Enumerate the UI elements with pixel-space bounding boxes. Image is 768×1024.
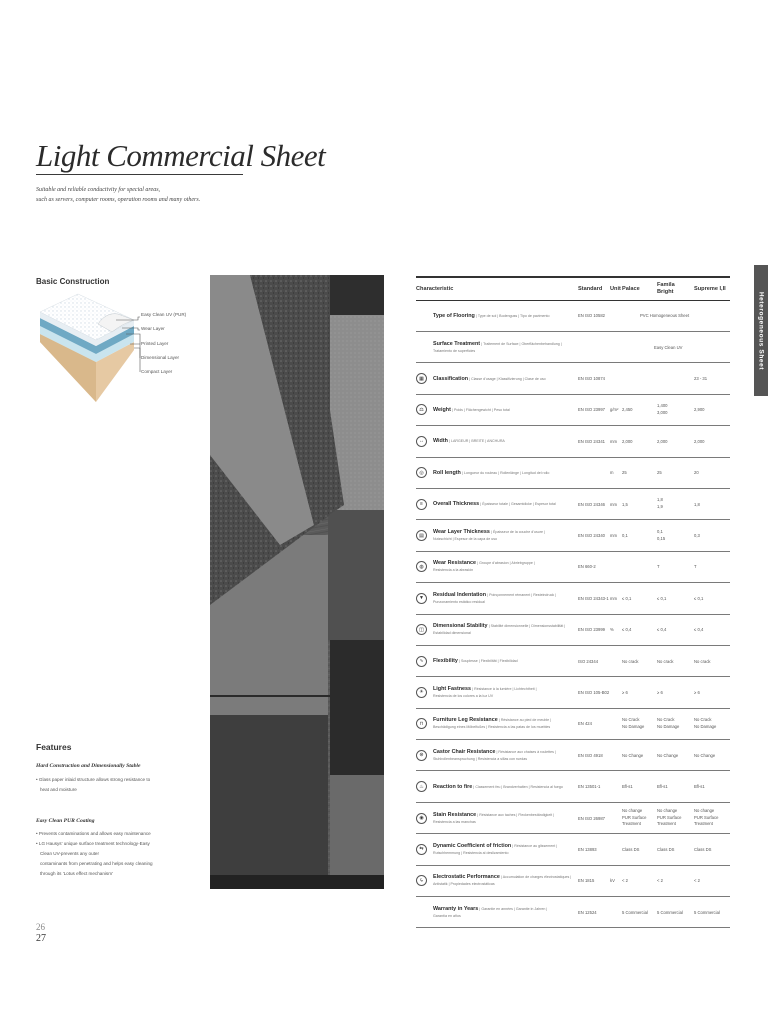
cell-famila: Class DS (657, 846, 675, 852)
characteristic-name: Reaction to fire (433, 783, 473, 790)
table-row (416, 834, 730, 865)
section-side-tab[interactable] (754, 265, 768, 396)
cell-supreme: No crack (694, 658, 711, 664)
characteristic-name: Castor Chair Resistance (433, 748, 496, 755)
characteristic-translation: | Traitement de Surface | Oberflächenbehandlung | (481, 341, 562, 346)
cell-palace: < 2 (622, 878, 628, 884)
table-row (416, 552, 730, 583)
cell-unit: % (610, 627, 614, 633)
stability-icon: ◫ (416, 624, 427, 635)
cell-standard (578, 332, 610, 362)
cell-characteristic (416, 897, 574, 927)
table-row (416, 395, 730, 426)
cell-famila (657, 803, 694, 833)
layer-label-dimensional: Dimensional Layer (141, 355, 180, 360)
cell-characteristic (416, 740, 574, 770)
cell-famila-line: 0,15 (657, 535, 666, 541)
characteristic-translation-2: Nutzschicht | Espesor de la capa de uso (433, 537, 498, 542)
page-number-left: 26 (36, 922, 45, 932)
header-bright: Bright (657, 288, 674, 295)
cell-supreme: 2,900 (694, 407, 705, 413)
table-row (416, 489, 730, 520)
characteristic-name: Type of Flooring (433, 312, 475, 319)
cell-characteristic (416, 395, 574, 425)
cell-famila: No Change (657, 752, 679, 758)
cell-famila: < 2 (657, 878, 663, 884)
cell-famila-line: No Crack (657, 717, 675, 723)
characteristic-name: Overall Thickness (433, 501, 480, 508)
cell-palace (622, 709, 656, 739)
cell-supreme: ≥ 6 (694, 689, 700, 695)
cell-famila-line: 1,8 (657, 497, 663, 503)
cell-supreme: ≤ 0,1 (694, 595, 704, 601)
spec-table-header (416, 278, 730, 301)
characteristic-name: Residual Indentation (433, 591, 487, 598)
characteristic-translation: | Poinçonnement rémanent | Resteindruck | (487, 592, 557, 597)
cell-famila: 2,000 (657, 438, 668, 444)
characteristic-translation: | Épaisseur de la couche d'usure | (491, 530, 545, 535)
cell-palace: Bfl-s1 (622, 784, 633, 790)
cell-palace (622, 552, 656, 582)
indentation-icon: ▼ (416, 593, 427, 604)
characteristic-translation-2: Resistencia de los colores a la luz UV (433, 693, 494, 698)
cell-supreme: No Change (694, 752, 716, 758)
cell-famila: 25 (657, 470, 662, 476)
table-row (416, 866, 730, 897)
cell-supreme (694, 803, 730, 833)
cell-famila (657, 363, 694, 393)
characteristic-translation: | Résistance à la lumière | Lichtechtheit | (472, 686, 537, 691)
characteristic-translation: | Poids | Flächengewicht | Peso total (452, 407, 510, 412)
characteristic-translation-2: Estabilidad dimensional (433, 631, 471, 636)
cell-famila-line: 3,000 (657, 409, 668, 415)
characteristic-translation: | Accumulation de charges électrostatiques | (500, 875, 572, 880)
cell-supreme: Class DS (694, 846, 712, 852)
cell-unit: mm (610, 595, 617, 601)
header-famila: Famila (657, 281, 675, 288)
characteristic-translation: | Type de sol | Bodenguss | Tipo de pavimento (476, 313, 550, 318)
cell-characteristic (416, 520, 574, 550)
cell-characteristic (416, 646, 574, 676)
cell-palace-line: No change (622, 807, 643, 813)
characteristic-translation: | Classement feu | Brandverhalten | Resistencia al fuego (473, 784, 563, 789)
furniture-leg-icon: ⊓ (416, 718, 427, 729)
row-icon-spacer (416, 342, 427, 353)
table-row (416, 771, 730, 802)
layer-labels (141, 312, 196, 377)
cell-supreme-line: No Damage (694, 723, 717, 729)
roll-length-icon: ◎ (416, 467, 427, 478)
characteristic-translation-2: Garantía en años (433, 913, 461, 918)
header-palace: Palace (622, 285, 640, 292)
cell-standard: EN 1815 (578, 878, 595, 884)
cell-merged-value: PVC Homogeneous Sheet (640, 313, 690, 319)
cell-supreme: < 2 (694, 878, 700, 884)
cell-palace: No Change (622, 752, 644, 758)
wear-resistance-icon: ◍ (416, 561, 427, 572)
cell-palace: 5 Commercial (622, 909, 648, 915)
feature-text-easy-clean (36, 829, 196, 879)
feature-line: • Glass paper inlaid structure allows strong resistance to (36, 777, 151, 782)
cell-palace-line: No Damage (622, 723, 645, 729)
cell-famila (657, 520, 694, 550)
width-icon: ↔ (416, 436, 427, 447)
row-icon-spacer (416, 907, 427, 918)
row-icon-spacer (416, 310, 427, 321)
feature-line: • Prevents contaminations and allows easy maintenance (36, 831, 151, 836)
subtitle (36, 185, 226, 205)
castor-chair-icon: ⊛ (416, 750, 427, 761)
cell-unit: mm (610, 438, 617, 444)
cell-characteristic (416, 803, 574, 833)
cell-famila-line: No Damage (657, 723, 680, 729)
characteristic-translation-2: Resistencia a la abrasión (433, 568, 474, 573)
cell-characteristic (416, 583, 574, 613)
weight-icon: ⚖ (416, 404, 427, 415)
table-row (416, 583, 730, 614)
cell-characteristic (416, 426, 574, 456)
basic-construction-heading: Basic Construction (36, 277, 110, 286)
cell-palace: ≤ 0,4 (622, 627, 632, 633)
cell-standard: EN ISO 23997 (578, 407, 606, 413)
cell-famila-line: 0,1 (657, 528, 663, 534)
table-row (416, 646, 730, 677)
cell-supreme: 2,000 (694, 438, 705, 444)
cell-unit (610, 552, 622, 582)
subtitle-line-1: Suitable and reliable conductivity for special areas, (36, 187, 161, 193)
friction-icon: ⇆ (416, 844, 427, 855)
layer-label-printed: Printed Layer (141, 341, 169, 346)
cell-unit (610, 363, 622, 393)
cell-standard: EN 13893 (578, 846, 597, 852)
table-row (416, 740, 730, 771)
cell-famila (657, 395, 694, 425)
cell-characteristic (416, 363, 574, 393)
cell-unit: mm (610, 501, 617, 507)
cell-standard: EN ISO 4918 (578, 752, 603, 758)
characteristic-name: Electrostatic Performance (433, 874, 500, 881)
cell-supreme: 5 Commercial (694, 909, 720, 915)
characteristic-translation-2: Antistatik | Propiedades electrostáticas (433, 882, 495, 887)
cell-palace-line: No Crack (622, 717, 640, 723)
characteristic-translation-2: Beschädigung eines Möbelfußes | Resistencia a las patas de los muebles (433, 725, 551, 730)
cell-famila (657, 709, 694, 739)
cell-characteristic (416, 771, 574, 801)
cell-supreme: 20 (694, 470, 699, 476)
cell-characteristic (416, 552, 574, 582)
cell-famila: Bfl-s1 (657, 784, 668, 790)
characteristic-name: Flexibility (433, 658, 458, 665)
cell-palace: 1,5 (622, 501, 628, 507)
cell-standard: EN 12524 (578, 909, 597, 915)
characteristic-name: Weight (433, 406, 451, 413)
cell-unit (610, 677, 622, 707)
cell-standard: EN ISO 23999 (578, 627, 606, 633)
cell-supreme-line: No change (694, 807, 715, 813)
cell-palace: Class DS (622, 846, 640, 852)
cell-palace: ≥ 6 (622, 689, 628, 695)
table-row (416, 458, 730, 489)
title-underline (36, 174, 243, 175)
layer-label-wear: Wear Layer (141, 326, 165, 331)
cell-famila: ≥ 6 (657, 689, 663, 695)
cell-standard: EN ISO 24340 (578, 533, 606, 539)
cell-characteristic (416, 834, 574, 864)
cell-supreme: T (694, 564, 697, 570)
cell-unit (610, 646, 622, 676)
cell-characteristic (416, 709, 574, 739)
electrostatic-icon: ϟ (416, 875, 427, 886)
cell-palace: No crack (622, 658, 639, 664)
characteristic-name: Warranty in Years (433, 905, 479, 912)
wear-layer-icon: ▤ (416, 530, 427, 541)
cell-famila: T (657, 564, 660, 570)
cell-palace: 0,1 (622, 533, 628, 539)
cell-unit (610, 897, 622, 927)
feature-line: Clean UV-prevents any outer (40, 851, 99, 856)
characteristic-translation-2: Stuhlrollenbeanspruchung | Resistencia a sillas con ruedas (433, 756, 528, 761)
characteristic-name: Dynamic Coefficient of friction (433, 842, 512, 849)
cell-supreme (694, 709, 730, 739)
page-number-right: 27 (36, 933, 46, 944)
table-row (416, 426, 730, 457)
table-row (416, 709, 730, 740)
cell-palace: 25 (622, 470, 627, 476)
cell-unit (610, 301, 622, 331)
feature-line: • LG Hausys' unique surface treatment technology-Easy (36, 841, 150, 846)
light-fastness-icon: ☀ (416, 687, 427, 698)
table-row (416, 363, 730, 394)
cell-supreme: 23 - 31 (694, 376, 708, 382)
cell-famila-line: 1,9 (657, 504, 663, 510)
table-row (416, 301, 730, 332)
cell-standard: EN ISO 24343-1 (578, 595, 609, 601)
table-row (416, 803, 730, 834)
cell-standard: EN ISO 105-B02 (578, 689, 610, 695)
characteristic-name: Dimensional Stability (433, 623, 488, 630)
cell-standard: EN ISO 26987 (578, 815, 606, 821)
section-side-tab-label: Heterogeneous Sheet (757, 291, 765, 370)
cell-unit: g/m² (610, 407, 619, 413)
cell-unit: kV (610, 878, 615, 884)
cell-famila: ≤ 0,1 (657, 595, 667, 601)
cell-palace: 2,000 (622, 438, 633, 444)
characteristic-translation: | Stabilité dimensionnelle | Dimensionsstabilität | (488, 624, 566, 629)
characteristic-name: Width (433, 438, 448, 445)
cell-famila-line: PUR Surface Treatment (657, 814, 682, 827)
cell-palace: 2,450 (622, 407, 633, 413)
characteristic-name: Wear Resistance (433, 560, 477, 567)
fire-icon: ♨ (416, 781, 427, 792)
cell-unit (610, 740, 622, 770)
header-characteristic: Characteristic (416, 285, 454, 292)
cell-characteristic (416, 677, 574, 707)
cell-unit (610, 771, 622, 801)
cell-palace-line: PUR Surface Treatment (622, 814, 647, 827)
characteristic-name: Roll length (433, 469, 461, 476)
cell-standard: EN ISO 10582 (578, 313, 606, 319)
characteristic-translation: | Groupe d'abrasion | Abriebgruppe | (477, 561, 535, 566)
cell-unit (610, 834, 622, 864)
stain-icon: ◉ (416, 813, 427, 824)
layer-label-easy-clean: Easy Clean UV (PUR) (141, 312, 187, 317)
characteristic-name: Furniture Leg Resistance (433, 717, 498, 724)
cell-famila-line: No change (657, 807, 678, 813)
cell-characteristic (416, 866, 574, 896)
spec-table (416, 276, 730, 928)
cell-characteristic (416, 301, 574, 331)
characteristic-translation: | Résistance aux chaises à roulettes | (496, 749, 556, 754)
cell-supreme-line: PUR Surface Treatment (694, 814, 719, 827)
cell-standard: EN 13501-1 (578, 784, 601, 790)
cell-supreme-line: No Crack (694, 717, 712, 723)
cell-palace: ≤ 0,1 (622, 595, 632, 601)
characteristic-translation-2: Resistencia a las manchas (433, 819, 476, 824)
cell-standard (578, 458, 610, 488)
table-row (416, 615, 730, 646)
header-supreme: Supreme I,II (694, 285, 726, 292)
cell-standard: EN 660-2 (578, 564, 596, 570)
cell-characteristic (416, 332, 574, 362)
table-row (416, 897, 730, 928)
features-heading: Features (36, 742, 72, 752)
characteristic-translation-2: Tratamiento de superficies (433, 348, 476, 353)
cell-characteristic (416, 458, 574, 488)
cell-palace (622, 363, 656, 393)
feature-title-easy-clean: Easy Clean PUR Coating (36, 818, 95, 824)
cell-famila-line: 1,400 (657, 403, 668, 409)
cell-standard: ISO 24344 (578, 658, 599, 664)
feature-text-hard-construction (36, 775, 196, 795)
table-row (416, 332, 730, 363)
cell-supreme: 0,3 (694, 533, 700, 539)
characteristic-name: Surface Treatment (433, 340, 481, 347)
feature-title-hard-construction: Hard Construction and Dimensionally Stable (36, 763, 141, 769)
characteristic-translation: | Souplesse | Flexibilität | Flexibilidad (459, 659, 518, 664)
cell-characteristic (416, 489, 574, 519)
cell-standard: EN 424 (578, 721, 592, 727)
cell-standard: EN ISO 24341 (578, 438, 606, 444)
characteristic-name: Wear Layer Thickness (433, 529, 490, 536)
cell-standard: EN ISO 10874 (578, 376, 606, 382)
thickness-icon: ≡ (416, 499, 427, 510)
feature-line: heat and moisture (40, 787, 77, 792)
flexibility-icon: ∿ (416, 656, 427, 667)
page-title: Light Commercial Sheet (36, 138, 326, 173)
layer-construction-diagram (36, 290, 196, 405)
characteristic-translation: | Résistance au pied de meuble | (498, 718, 552, 723)
characteristic-name: Classification (433, 375, 469, 382)
cell-famila: ≤ 0,4 (657, 627, 667, 633)
characteristic-translation-2: Punzonamiento estático residual (433, 599, 485, 604)
characteristic-translation: | Épaisseur totale | Gesamtdicke | Espesor total (480, 502, 556, 507)
header-famila-bright (657, 278, 694, 300)
cell-famila: No crack (657, 658, 674, 664)
cell-famila: 5 Commercial (657, 909, 683, 915)
cell-palace (622, 803, 656, 833)
spec-table-body (416, 301, 730, 929)
characteristic-translation: | Résistance au glissement | (512, 843, 558, 848)
class-icon: ▦ (416, 373, 427, 384)
table-row (416, 520, 730, 551)
characteristic-translation: | LARGEUR | BREITE | ANCHURA (449, 439, 505, 444)
cell-unit (610, 709, 622, 739)
characteristic-name: Stain Resistance (433, 811, 477, 818)
subtitle-line-2: such as servers, computer rooms, operation rooms and many others. (36, 197, 201, 203)
cell-unit: m (610, 470, 614, 476)
cell-standard: EN ISO 24346 (578, 501, 606, 507)
characteristic-translation: | Résistance aux taches | Fleckenbeständigkeit | (477, 812, 555, 817)
layer-label-compact: Compact Layer (141, 369, 173, 374)
cell-merged-value: Easy Clean UV (654, 344, 683, 350)
cell-unit (610, 803, 622, 833)
feature-line: contaminants from penetrating and helps easy cleaning (40, 861, 153, 866)
cell-unit (610, 332, 622, 362)
characteristic-translation: | Classe d'usage | Klassifizierung | Clase de uso (469, 376, 546, 381)
header-standard: Standard (578, 285, 603, 292)
characteristic-translation: | Garantie en années | Garantie in Jahren | (479, 906, 548, 911)
feature-line: through its 'Lotus effect mechanism' (40, 871, 113, 876)
flooring-samples-photo (210, 275, 384, 889)
cell-famila (657, 489, 694, 519)
characteristic-translation: | Longueur du rouleau | Rollenlänge | Longitud del rollo (462, 470, 550, 475)
cell-supreme: Bfl-s1 (694, 784, 705, 790)
cell-supreme: ≤ 0,4 (694, 627, 704, 633)
cell-unit: mm (610, 533, 617, 539)
table-row (416, 677, 730, 708)
cell-characteristic (416, 615, 574, 645)
characteristic-translation-2: Rutschhemmung | Resistencia al deslizamiento (433, 850, 509, 855)
header-unit: Unit (610, 285, 621, 292)
cell-supreme: 1,8 (694, 501, 700, 507)
characteristic-name: Light Fastness (433, 685, 472, 692)
